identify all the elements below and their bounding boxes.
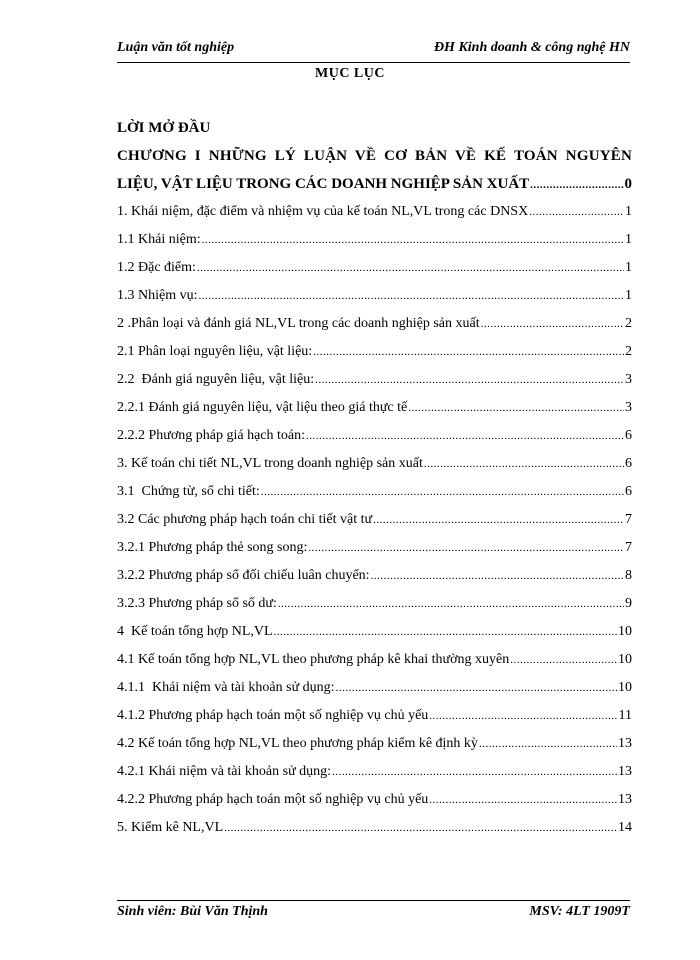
toc-entry-page: 0 [624,176,632,192]
toc-entry [117,482,632,502]
toc-entry-page: 2 [625,344,632,359]
toc-entry-page: 14 [618,820,632,835]
toc-entry-text: 3.2.2 Phương pháp sổ đối chiếu luân chuyển: [117,568,370,583]
toc-entry-page: 10 [618,652,632,667]
toc-entry [117,678,632,698]
toc-entry-text: 2.2.2 Phương pháp giá hạch toán: [117,428,306,443]
toc-entry [117,398,632,418]
toc-dot-leader [371,566,624,586]
toc-dot-leader [261,482,624,502]
toc-entry [117,762,632,782]
toc-entry-text: 3. Kế toán chi tiết NL,VL trong doanh nghiệp sản xuất [117,456,423,471]
toc-entry-page: 1 [625,232,632,247]
toc-entry [117,314,632,334]
toc-entry-page: 1 [625,260,632,275]
toc-entry-text: 4.2.1 Khái niệm và tài khoản sử dụng: [117,764,332,779]
toc-dot-leader [313,342,624,362]
toc-dot-leader [481,314,624,334]
toc-entry-text: 3.1 Chứng từ, sổ chi tiết: [117,484,260,499]
toc-entry [117,230,632,250]
toc-entry-page: 11 [618,708,632,723]
toc-entry-page: 10 [618,680,632,695]
toc-entry-text: 2.2 Đánh giá nguyên liệu, vật liệu: [117,372,315,387]
toc-entry [117,202,632,222]
toc-entry-text: 3.2 Các phương pháp hạch toán chi tiết vật tư [117,512,373,527]
toc-dot-leader [429,706,617,726]
toc-intro: LỜI MỞ ĐẦU [117,120,211,136]
toc-dot-leader [408,398,624,418]
toc-entry-text: 1. Khái niệm, đặc điểm và nhiệm vụ của kế toán NL,VL trong các DNSX [117,204,529,219]
toc-entry-text: 1.3 Nhiệm vụ: [117,288,198,303]
toc-dot-leader [197,258,624,278]
toc-entry-text: 5. Kiểm kê NL,VL [117,820,224,835]
toc-entry [117,370,632,390]
toc-dot-leader [332,762,617,782]
toc-entry-text: 4.2 Kế toán tổng hợp NL,VL theo phương pháp kiểm kê định kỳ [117,736,478,751]
toc-dot-leader [306,426,624,446]
toc-entry-text: 2.1 Phân loại nguyên liệu, vật liệu: [117,344,313,359]
toc-dot-leader [424,454,624,474]
toc-dot-leader [529,202,624,222]
toc-entry-text: 2.2.1 Đánh giá nguyên liệu, vật liệu theo giá thực tế [117,400,408,415]
toc-entry [117,510,632,530]
toc-entry [117,734,632,754]
toc-chapter-1-line-1: CHƯƠNG I NHỮNG LÝ LUẬN VỀ CƠ BẢN VỀ KẾ TOÁN NGUYÊN [117,148,632,164]
toc-entry-text: LIỆU, VẬT LIỆU TRONG CÁC DOANH NGHIỆP SẢN XUẤT [117,176,530,192]
toc-entry-page: 10 [618,624,632,639]
toc-entry-page: 1 [625,288,632,303]
toc-dot-leader [530,175,623,195]
toc-entry-text: 4.1 Kế toán tổng hợp NL,VL theo phương pháp kê khai thường xuyên [117,652,510,667]
toc-entry [117,426,632,446]
toc-entry [117,818,632,838]
toc-entry-page: 6 [625,456,632,471]
toc-entry-page: 6 [625,484,632,499]
toc-chapter-1-line-2 [117,174,632,194]
toc-entry-page: 9 [625,596,632,611]
footer-student-id: MSV: 4LT 1909T [529,904,630,919]
toc-entry-page: 3 [625,400,632,415]
toc-entry-page: 13 [618,792,632,807]
toc-dot-leader [224,818,617,838]
toc-entry-text: 3.2.3 Phương pháp sổ số dư: [117,596,277,611]
toc-entry-text: 1.2 Đặc điểm: [117,260,196,275]
page-title: MỤC LỤC [315,66,385,81]
toc-dot-leader [510,650,617,670]
toc-entry-page: 7 [625,512,632,527]
toc-dot-leader [429,790,617,810]
toc-entry-page: 3 [625,372,632,387]
toc-entry [117,622,632,642]
header-university-label: ĐH Kinh doanh & công nghệ HN [433,40,630,55]
toc-entry-page: 1 [625,204,632,219]
toc-entry-text: 4.1.1 Khái niệm và tài khoản sử dụng: [117,680,335,695]
toc-entry [117,594,632,614]
toc-dot-leader [315,370,624,390]
footer-student-name: Sinh viên: Bùi Văn Thịnh [117,904,268,919]
toc-entry-page: 7 [625,540,632,555]
toc-entry-text: 4 Kế toán tổng hợp NL,VL [117,624,273,639]
toc-entry [117,342,632,362]
header-thesis-label: Luận văn tốt nghiệp [117,40,235,55]
toc-entry-text: 3.2.1 Phương pháp thẻ song song: [117,540,308,555]
toc-dot-leader [336,678,617,698]
page-footer [117,900,630,921]
toc-entry [117,454,632,474]
toc-entry-page: 6 [625,428,632,443]
toc-dot-leader [278,594,624,614]
toc-entry [117,650,632,670]
toc-entry-text: 2 .Phân loại và đánh giá NL,VL trong các doanh nghiệp sản xuất [117,316,480,331]
toc-entry-text: 4.2.2 Phương pháp hạch toán một số nghiệp vụ chủ yếu [117,792,429,807]
toc-entry-page: 13 [618,764,632,779]
toc-entry [117,706,632,726]
toc-entry-page: 2 [625,316,632,331]
toc-entry-text: 4.1.2 Phương pháp hạch toán một số nghiệp vụ chủ yếu [117,708,429,723]
toc-entry [117,790,632,810]
toc-entry [117,538,632,558]
page-header [117,40,630,63]
toc-entry-page: 8 [625,568,632,583]
toc-dot-leader [373,510,624,530]
toc-entry-page: 13 [618,736,632,751]
toc-entry [117,258,632,278]
toc-dot-leader [479,734,617,754]
toc-entry-text: 1.1 Khái niệm: [117,232,201,247]
toc-dot-leader [202,230,624,250]
toc-entry [117,286,632,306]
toc-dot-leader [274,622,617,642]
toc-dot-leader [199,286,625,306]
toc-dot-leader [308,538,624,558]
toc-entry [117,566,632,586]
